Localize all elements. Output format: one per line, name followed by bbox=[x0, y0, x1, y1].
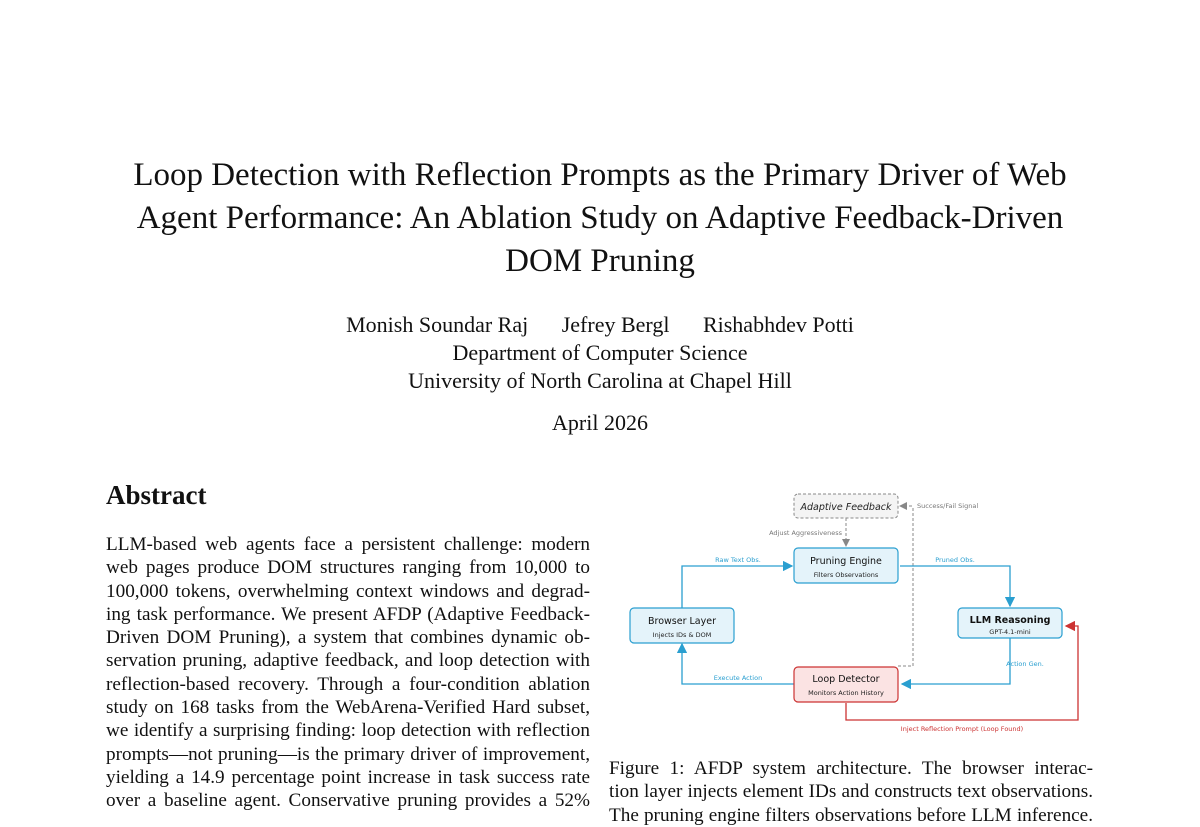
edge-action-gen bbox=[902, 638, 1010, 684]
abstract-line: 100,000 tokens, overwhelming context windows and degrad- bbox=[106, 580, 590, 602]
edge-raw-text bbox=[682, 566, 792, 608]
author-names bbox=[0, 311, 1200, 339]
edge-label: Inject Reflection Prompt (Loop Found) bbox=[900, 725, 1024, 733]
edge-feedback-loop bbox=[898, 506, 913, 666]
edge-label: Execute Action bbox=[713, 674, 763, 682]
paper-title bbox=[100, 154, 1100, 283]
university: University of North Carolina at Chapel Hill bbox=[408, 368, 792, 393]
node-llm-reasoning bbox=[958, 608, 1062, 638]
edge-label: Success/Fail Signal bbox=[917, 502, 979, 510]
abstract-line: study on 168 tasks from the WebArena-Verified Hard subset, bbox=[106, 697, 590, 719]
edge-label: Raw Text Obs. bbox=[715, 556, 761, 564]
abstract-line: reflection-based recovery. Through a four-condition ablation bbox=[106, 673, 590, 695]
node-sublabel: Monitors Action History bbox=[808, 689, 884, 697]
node-label: Adaptive Feedback bbox=[800, 502, 892, 513]
author-block bbox=[0, 311, 1200, 395]
figure-caption bbox=[609, 757, 1093, 827]
abstract-line: ing task performance. We present AFDP (Adaptive Feedback- bbox=[106, 603, 590, 625]
abstract-line: we identify a surprising finding: loop detection with reflection bbox=[106, 720, 590, 742]
caption-line: tion layer injects element IDs and constructs text observations. bbox=[609, 781, 1093, 803]
edge-label: Pruned Obs. bbox=[935, 556, 975, 564]
abstract-line: prompts—not pruning—is the primary driver of improvement, bbox=[106, 743, 590, 765]
edge-label: Action Gen. bbox=[1006, 660, 1044, 668]
node-sublabel: GPT-4.1-mini bbox=[989, 628, 1031, 636]
abstract-line: LLM-based web agents face a persistent challenge: modern bbox=[106, 534, 590, 555]
author-name: Jefrey Bergl bbox=[561, 312, 670, 337]
department: Department of Computer Science bbox=[452, 340, 748, 365]
title-line: Agent Performance: An Ablation Study on Adaptive Feedback-Driven bbox=[136, 200, 1064, 236]
abstract-text bbox=[106, 533, 590, 813]
abstract-line: Driven DOM Pruning), a system that combines dynamic ob- bbox=[106, 627, 590, 649]
abstract-line: over a baseline agent. Conservative pruning provides a 52% bbox=[106, 790, 590, 812]
caption-line: Figure 1: AFDP system architecture. The browser interac- bbox=[609, 758, 1093, 779]
abstract-heading: Abstract bbox=[106, 480, 207, 510]
caption-line: The pruning engine filters observations before LLM inference. bbox=[609, 804, 1093, 826]
node-label: Loop Detector bbox=[812, 674, 880, 685]
architecture-figure bbox=[620, 486, 1100, 746]
node-browser-layer bbox=[630, 608, 734, 643]
title-line: DOM Pruning bbox=[505, 243, 695, 279]
edge-label: Adjust Aggressiveness bbox=[769, 529, 842, 537]
abstract-line: servation pruning, adaptive feedback, and loop detection with bbox=[106, 650, 590, 672]
node-sublabel: Injects IDs & DOM bbox=[652, 631, 712, 639]
paper-date: April 2026 bbox=[552, 410, 648, 435]
architecture-diagram bbox=[620, 486, 1100, 746]
title-line: Loop Detection with Reflection Prompts as the Primary Driver of Web bbox=[133, 157, 1067, 193]
abstract-line: yielding a 14.9 percentage point increase in task success rate bbox=[106, 766, 590, 788]
node-label: Pruning Engine bbox=[810, 556, 882, 567]
edge-pruned bbox=[900, 566, 1010, 606]
node-loop-detector bbox=[794, 667, 898, 702]
node-label: Browser Layer bbox=[647, 616, 717, 627]
abstract-line: web pages produce DOM structures ranging from 10,000 to bbox=[106, 557, 590, 579]
node-label: LLM Reasoning bbox=[969, 615, 1051, 626]
author-name: Rishabhdev Potti bbox=[702, 312, 854, 337]
node-adaptive-feedback bbox=[794, 494, 898, 518]
author-name: Monish Soundar Raj bbox=[346, 312, 529, 337]
node-sublabel: Filters Observations bbox=[813, 571, 879, 579]
node-pruning-engine bbox=[794, 548, 898, 583]
